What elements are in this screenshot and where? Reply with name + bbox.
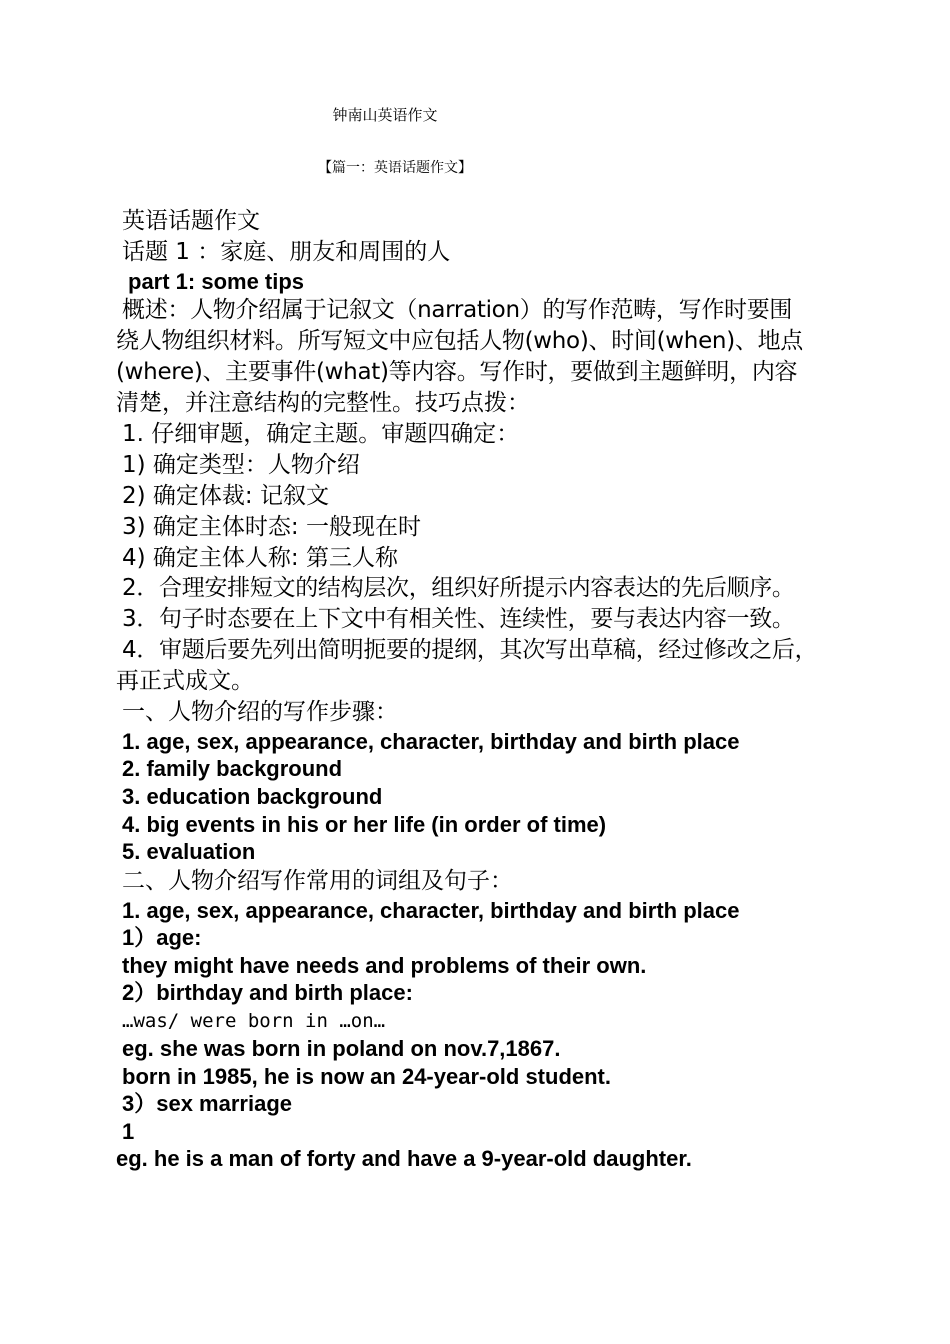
document-subtitle: 【篇一：英语话题作文】 — [318, 160, 472, 176]
document-body — [116, 206, 846, 1173]
list-item: 1. age, sex, appearance, character, birthday and birth place — [122, 728, 740, 754]
heading-topic-essay: 英语话题作文 — [122, 208, 260, 234]
sub-item: 1）age: — [122, 925, 202, 951]
document-title: 钟南山英语作文 — [332, 106, 438, 124]
sub-item: 2）birthday and birth place: — [122, 980, 413, 1006]
section-heading: 二、人物介绍写作常用的词组及句子： — [122, 867, 513, 894]
paragraph-line: 绕人物组织材料。所写短文中应包括人物(who)、时间(when)、地点 — [116, 328, 803, 355]
list-item: 4．审题后要先列出简明扼要的提纲，其次写出草稿，经过修改之后， — [122, 637, 818, 664]
list-item: 4. big events in his or her life (in order of time) — [122, 811, 607, 837]
list-item: 2) 确定体裁: 记叙文 — [122, 482, 329, 509]
list-item: 5. evaluation — [122, 839, 256, 865]
list-item: 1) 确定类型：人物介绍 — [122, 451, 360, 478]
list-item: 2．合理安排短文的结构层次，组织好所提示内容表达的先后顺序。 — [122, 575, 795, 602]
pattern-line: …was/ were born in …on… — [122, 1010, 386, 1033]
section-heading: 一、人物介绍的写作步骤： — [122, 698, 398, 725]
list-item: 2. family background — [122, 756, 343, 782]
paragraph-line: (where)、主要事件(what)等内容。写作时，要做到主题鲜明，内容 — [116, 359, 798, 386]
example-line: eg. he is a man of forty and have a 9-year-old daughter. — [116, 1146, 692, 1172]
page-number-marker: 1 — [122, 1118, 135, 1144]
paragraph-line: 概述：人物介绍属于记叙文（narration）的写作范畴，写作时要围 — [122, 297, 793, 324]
example-line: they might have needs and problems of their own. — [122, 952, 647, 978]
list-item: 1. age, sex, appearance, character, birthday and birth place — [122, 897, 740, 923]
sub-item: 3）sex marriage — [122, 1091, 292, 1117]
list-item: 3) 确定主体时态: 一般现在时 — [122, 513, 421, 540]
list-item: 1. 仔细审题，确定主题。审题四确定： — [122, 420, 520, 447]
heading-part-1: part 1: some tips — [128, 268, 305, 294]
paragraph-line: 再正式成文。 — [116, 668, 254, 695]
list-item: 4) 确定主体人称: 第三人称 — [122, 544, 398, 571]
example-line: born in 1985, he is now an 24-year-old student. — [122, 1063, 611, 1089]
heading-topic-1: 话题 1 ：家庭、朋友和周围的人 — [122, 238, 451, 265]
list-item: 3．句子时态要在上下文中有相关性、连续性，要与表达内容一致。 — [122, 606, 795, 633]
paragraph-line: 清楚，并注意结构的完整性。技巧点拨： — [116, 390, 530, 417]
list-item: 3. education background — [122, 784, 383, 810]
example-line: eg. she was born in poland on nov.7,1867. — [122, 1036, 561, 1062]
